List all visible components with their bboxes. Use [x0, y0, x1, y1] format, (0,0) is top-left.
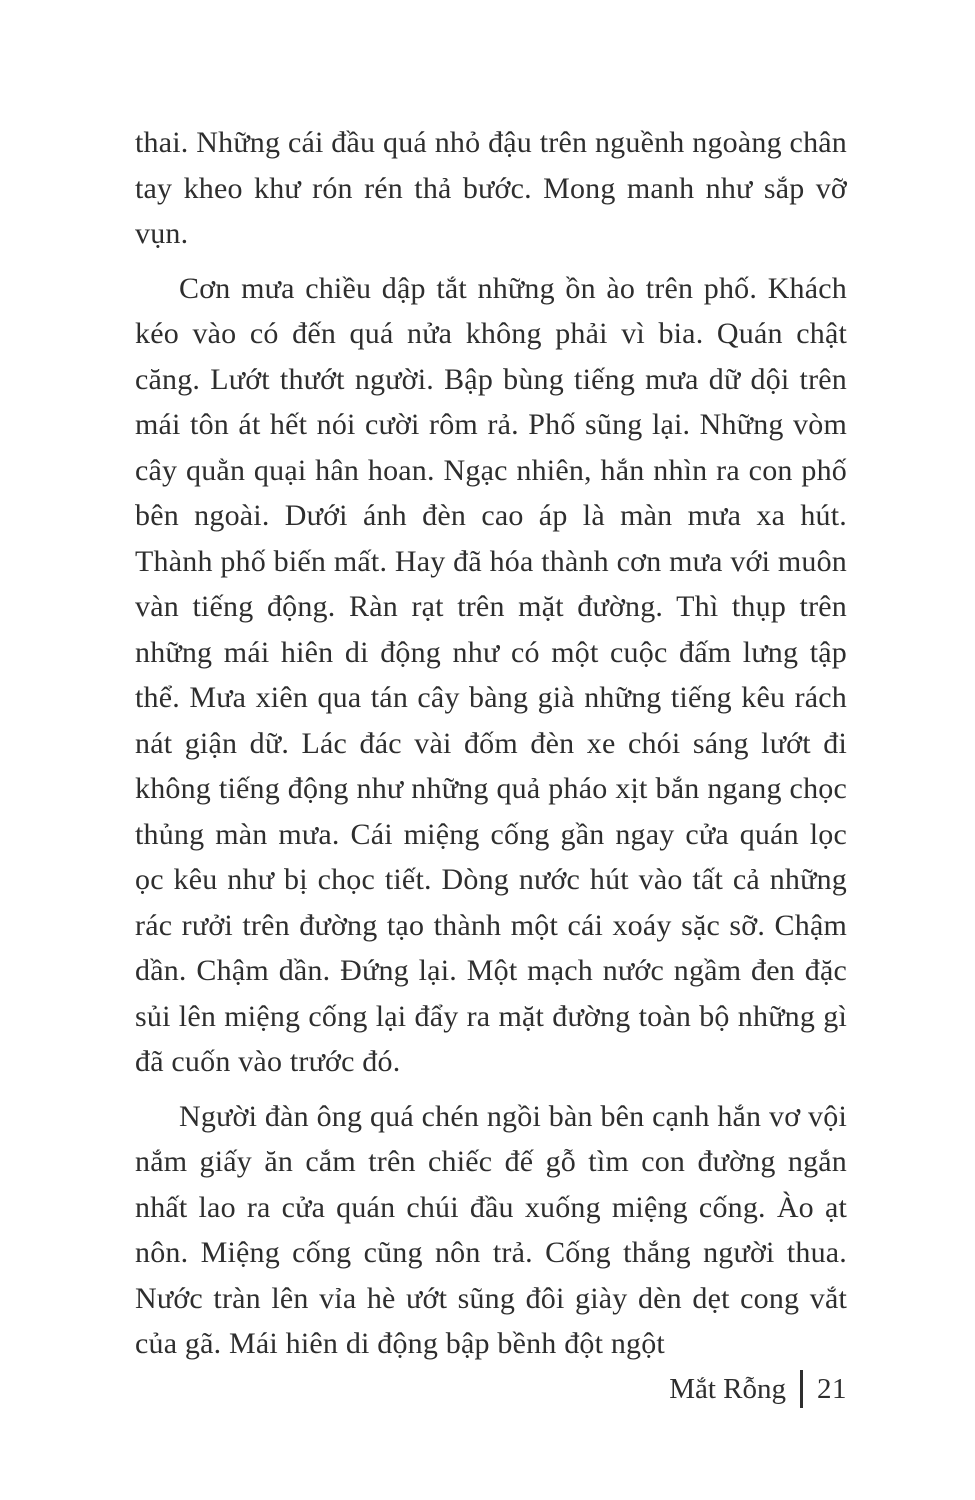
paragraph: Người đàn ông quá chén ngồi bàn bên cạnh hắn vơ vội nắm giấy ăn cắm trên chiếc đế gỗ tìm con đường ngắn nhất lao ra cửa quán chúi đầu xuống miệng cống. Ào ạt nôn. Miệng cống cũng nôn trả. Cống thắng người thua. Nước tràn lên vỉa hè ướt sũng đôi giày dèn dẹt cong vắt của gã. Mái hiên di động bập bềnh đột ngột — [135, 1099, 847, 1360]
paragraph: Cơn mưa chiều dập tắt những ồn ào trên phố. Khách kéo vào có đến quá nửa không phải vì bia. Quán chật căng. Lướt thướt người. Bập bùng tiếng mưa dữ dội trên mái tôn át hết nói cười rôm rả. Phố sũng lại. Những vòm cây quằn quại hân hoan. Ngạc nhiên, hắn nhìn ra con phố bên ngoài. Dưới ánh đèn cao áp là màn mưa xa hút. Thành phố biến mất. Hay đã hóa thành cơn mưa với muôn vàn tiếng động. Ràn rạt trên mặt đường. Thì thụp trên những mái hiên di động như có một cuộc đấm lưng tập thể. Mưa xiên qua tán cây bàng già những tiếng kêu rách nát giận dữ. Lác đác vài đốm đèn xe chói sáng lướt đi không tiếng động như những quả pháo xịt bắn ngang chọc thủng màn mưa. Cái miệng cống gần ngay cửa quán lọc ọc kêu như bị chọc tiết. Dòng nước hút vào tất cả những rác rưởi trên đường tạo thành một cái xoáy sặc sỡ. Chậm dần. Chậm dần. Đứng lại. Một mạch nước ngầm đen đặc sủi lên miệng cống lại đẩy ra mặt đường toàn bộ những gì đã cuốn vào trước đó. — [135, 271, 847, 1078]
page-number: 21 — [817, 1372, 847, 1405]
paragraph-continuation: thai. Những cái đầu quá nhỏ đậu trên nguềnh ngoàng chân tay kheo khư rón rén thả bước. Mong manh như sắp vỡ vụn. — [135, 126, 847, 250]
book-title: Mắt Rỗng — [669, 1372, 786, 1405]
page-footer — [669, 1370, 847, 1408]
footer-separator — [800, 1370, 803, 1408]
page-text — [135, 120, 847, 1376]
